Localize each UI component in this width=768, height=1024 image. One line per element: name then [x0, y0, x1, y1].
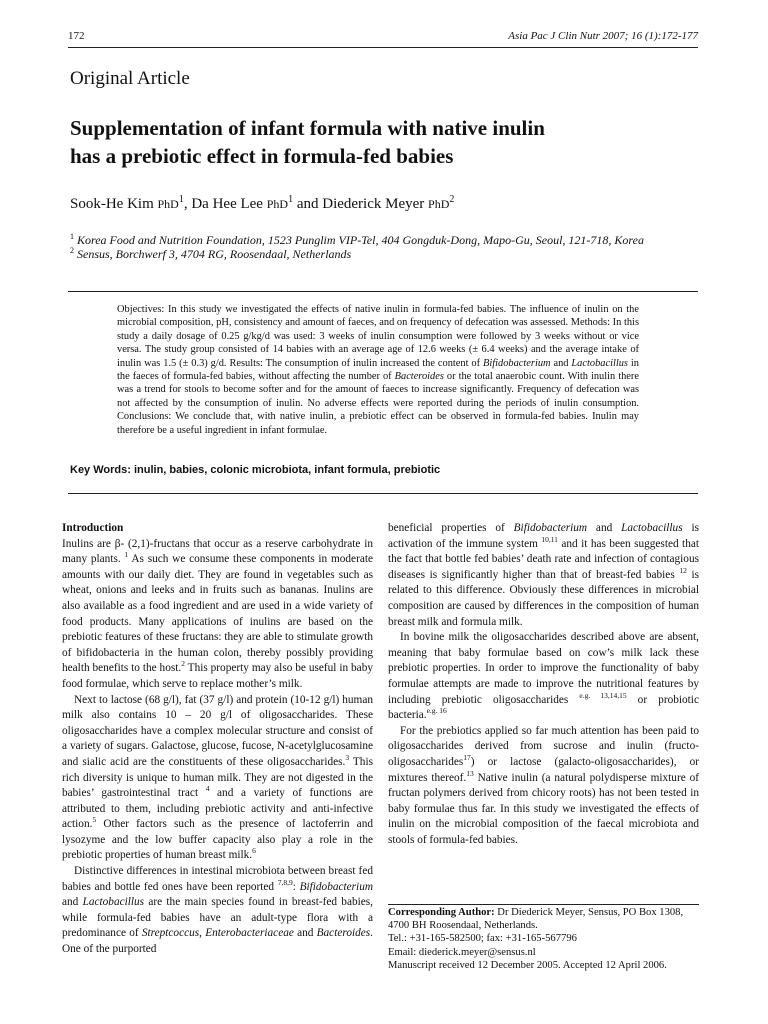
manuscript-dates: Manuscript received 12 December 2005. Accepted 12 April 2006. — [388, 959, 667, 971]
header-divider — [68, 47, 698, 48]
correspondence-block — [388, 906, 699, 972]
citation: 12 — [679, 566, 687, 576]
paragraph — [62, 693, 373, 865]
author-2-degree: PhD — [266, 197, 289, 211]
paragraph — [388, 630, 699, 724]
citation: 1 — [124, 550, 129, 560]
author-1-degree: PhD — [157, 197, 179, 211]
text-run: or probiotic bacteria. — [388, 693, 699, 722]
abstract-text: in the faeces of formula-fed babies, without affecting the number of — [117, 357, 639, 383]
paragraph — [62, 864, 373, 958]
correspondence-phone: Tel.: +31-165-582500; fax: +31-165-567796 — [388, 933, 577, 945]
text-run: Next to lactose (68 g/l), fat (37 g/l) and protein (10-12 g/l) human milk also contains 10 – 20 g/l of oligosaccharides. These oligosaccharides have a complex molecular structure and consist of a variety of sugars. Galactose, glucose, fucose, N-acetylglucosamine and sialic acid are the constituents of these oligosaccharides. — [62, 693, 373, 768]
paragraph — [62, 537, 373, 693]
abstract-top-divider — [68, 291, 698, 292]
author-separator: , — [183, 196, 192, 212]
correspondence-email: Email: diederick.meyer@sensus.nl — [388, 946, 536, 958]
correspondence-line — [388, 906, 699, 932]
citation: e.g. 16 — [426, 706, 447, 716]
section-heading: Introduction — [62, 522, 124, 534]
author-separator: and — [293, 196, 323, 212]
species-name: Bifidobacterium — [299, 880, 373, 893]
paragraph — [388, 724, 699, 849]
affiliation-2-text: Sensus, Borchwerf 3, 4704 RG, Roosendaal, Netherlands — [77, 247, 352, 261]
affiliation-2-mark: 2 — [70, 246, 74, 255]
abstract — [117, 303, 639, 437]
text-run: beneficial properties of — [388, 522, 514, 534]
author-3-name: Diederick Meyer — [322, 196, 425, 212]
author-1-name: Sook-He Kim — [70, 196, 154, 212]
abstract-species: Bifidobacterium — [483, 357, 551, 369]
citation: 3 — [345, 753, 350, 763]
citation: 17 — [463, 753, 471, 763]
abstract-species: Bacteroides — [394, 371, 444, 383]
text-run: This rich diversity is unique to human milk. They are not digested in the babies’ gastrointestinal tract — [62, 755, 373, 800]
text-run: Native inulin (a natural polydisperse mixture of fructan polymers derived from chicory roots) has not been tested in baby formulae thus far. In this study we investigated the effects of inulin on the microbial composition of the faecal microbiota and stools of formula-fed babies. — [388, 771, 699, 846]
body-column-right — [388, 521, 699, 848]
text-run: . One of the purported — [62, 927, 373, 956]
title-line-2: has a prebiotic effect in formula-fed babies — [70, 144, 454, 168]
species-name: Lactobacillus — [82, 896, 145, 909]
text-run: For the prebiotics applied so far much attention has been paid to oligosaccharides derived from sucrose and inulin (fructo-oligosaccharides — [388, 724, 699, 768]
paragraph — [388, 521, 699, 630]
text-run: and it has been suggested that the fact that bottle fed babies’ death rate and infection of contagious diseases is significantly higher than that of breast-fed babies — [388, 537, 699, 581]
text-run: and — [587, 522, 622, 534]
text-run: and — [293, 927, 317, 940]
text-run: is related to this difference. Obviously these differences in microbial composition are caused by differences in the composition of human breast milk and formula milk. — [388, 568, 700, 628]
article-type: Original Article — [70, 68, 190, 89]
text-run: is activation of the immune system — [388, 522, 699, 550]
body-column-left — [62, 521, 373, 958]
citation: 13 — [466, 768, 474, 778]
citation: 6 — [252, 846, 256, 856]
text-run: are the main species found in breast-fed babies, while formula-fed babies have an adult-type flora with a predominance of — [62, 896, 373, 940]
citation: 4 — [205, 784, 210, 794]
affiliation-1-text: Korea Food and Nutrition Foundation, 1523 Punglim VIP-Tel, 404 Gongduk-Dong, Mapo-Gu, Seoul, 121-718, Korea — [77, 233, 644, 247]
citation: 7,8,9 — [277, 877, 293, 887]
title-line-1: Supplementation of infant formula with native inulin — [70, 116, 545, 140]
text-run: As such we consume these components in moderate amounts with our daily diet. They are found in vegetables such as wheat, onions and leeks and in fruits such as bananas. Inulins are also available as a food ingredient and are used in a wide variety of food products. Many applications of inulins are based on the prebiotic features of these fructans: they are able to stimulate growth of bifidobacteria in the human colon, thereby possibly providing health benefits to the host. — [62, 553, 373, 675]
keywords: Key Words: inulin, babies, colonic microbiota, infant formula, prebiotic — [70, 464, 441, 476]
text-run: Inulins are β- (2,1)-fructans that occur as a reserve carbohydrate in many plants. — [62, 537, 373, 566]
article-title — [70, 114, 710, 170]
keywords-divider — [68, 493, 698, 494]
author-3-degree: PhD — [428, 197, 450, 211]
species-name: Streptcoccus — [141, 927, 200, 940]
author-list — [70, 196, 454, 213]
author-3-affiliation-mark: 2 — [449, 194, 455, 205]
species-name: Lactobacillus — [621, 522, 683, 534]
text-run: , — [199, 927, 206, 940]
text-run: and — [62, 896, 83, 909]
affiliations — [70, 233, 698, 261]
citation: 10,11 — [541, 534, 558, 544]
citation: e.g. 13,14,15 — [579, 690, 627, 700]
abstract-species: Lactobacillus — [571, 357, 628, 369]
text-run: : — [292, 880, 300, 893]
affiliation-1 — [70, 233, 698, 247]
species-name: Enterobacteriaceae — [205, 927, 294, 940]
species-name: Bifidobacterium — [513, 522, 588, 534]
correspondence-address: Dr Diederick Meyer, Sensus, PO Box 1308, 4700 BH Roosendaal, Netherlands. — [388, 907, 684, 932]
text-run: Other factors such as the presence of lactoferrin and lysozyme and the low buffer capacity also play a role in the prebiotic properties of human breast milk. — [62, 818, 373, 862]
abstract-text: or the total anaerobic count. With inulin there was a trend for stools to become softer and for the amount of faeces to increase significantly. Frequency of defecation was not affected by the consumption of inulin. No adverse effects were reported during the periods of inulin consumption. Conclusions: We conclude that, with native inulin, a prebiotic effect can be observed in formula-fed babies. Inulin may therefore be a useful ingredient in infant formulae. — [117, 371, 639, 436]
correspondence-divider — [388, 904, 699, 905]
abstract-text: Objectives: In this study we investigated the effects of native inulin in formula-fed babies. The influence of inulin on the microbial composition, pH, consistency and amount of faeces, and on frequency of defecation was assessed. Methods: In this study a daily dosage of 0.25 g/kg/d was used: 3 weeks of inulin consumption were followed by 3 weeks without or vice versa. The study group consisted of 14 babies with an average age of 12.6 weeks (± 6.4 weeks) and the average intake of inulin was 1.5 (± 0.3) g/d. Results: The consumption of inulin increased the content of — [117, 304, 639, 369]
species-name: Bacteroides — [316, 927, 371, 940]
citation: 5 — [92, 815, 97, 825]
author-1-affiliation-mark: 1 — [178, 194, 184, 205]
text-run: ) or lactose (galacto-oligosaccharides), or mixtures thereof. — [388, 755, 699, 784]
correspondence-label: Corresponding Author: — [388, 907, 495, 918]
text-run: This property may also be useful in baby food formulae, which serve to replace mother’s milk. — [62, 662, 373, 690]
text-run: and a variety of functions are attributed to them, including prebiotic activity and anti-infective action. — [62, 787, 373, 831]
abstract-text: and — [550, 357, 572, 369]
author-2-affiliation-mark: 1 — [288, 194, 294, 205]
page-number: 172 — [68, 30, 85, 42]
journal-citation: Asia Pac J Clin Nutr 2007; 16 (1):172-177 — [508, 30, 698, 42]
affiliation-2 — [70, 247, 698, 261]
text-run: In bovine milk the oligosaccharides described above are absent, meaning that baby formulae based on cow’s milk lack these prebiotic properties. In order to improve the functionality of baby formulae attempts are made to improve the nutritional features by including prebiotic oligosaccharides — [388, 631, 699, 706]
affiliation-1-mark: 1 — [70, 232, 74, 241]
author-2-name: Da Hee Lee — [191, 196, 263, 212]
citation: 2 — [181, 659, 185, 669]
text-run: Distinctive differences in intestinal microbiota between breast fed babies and bottle fed ones have been reported — [62, 865, 373, 893]
